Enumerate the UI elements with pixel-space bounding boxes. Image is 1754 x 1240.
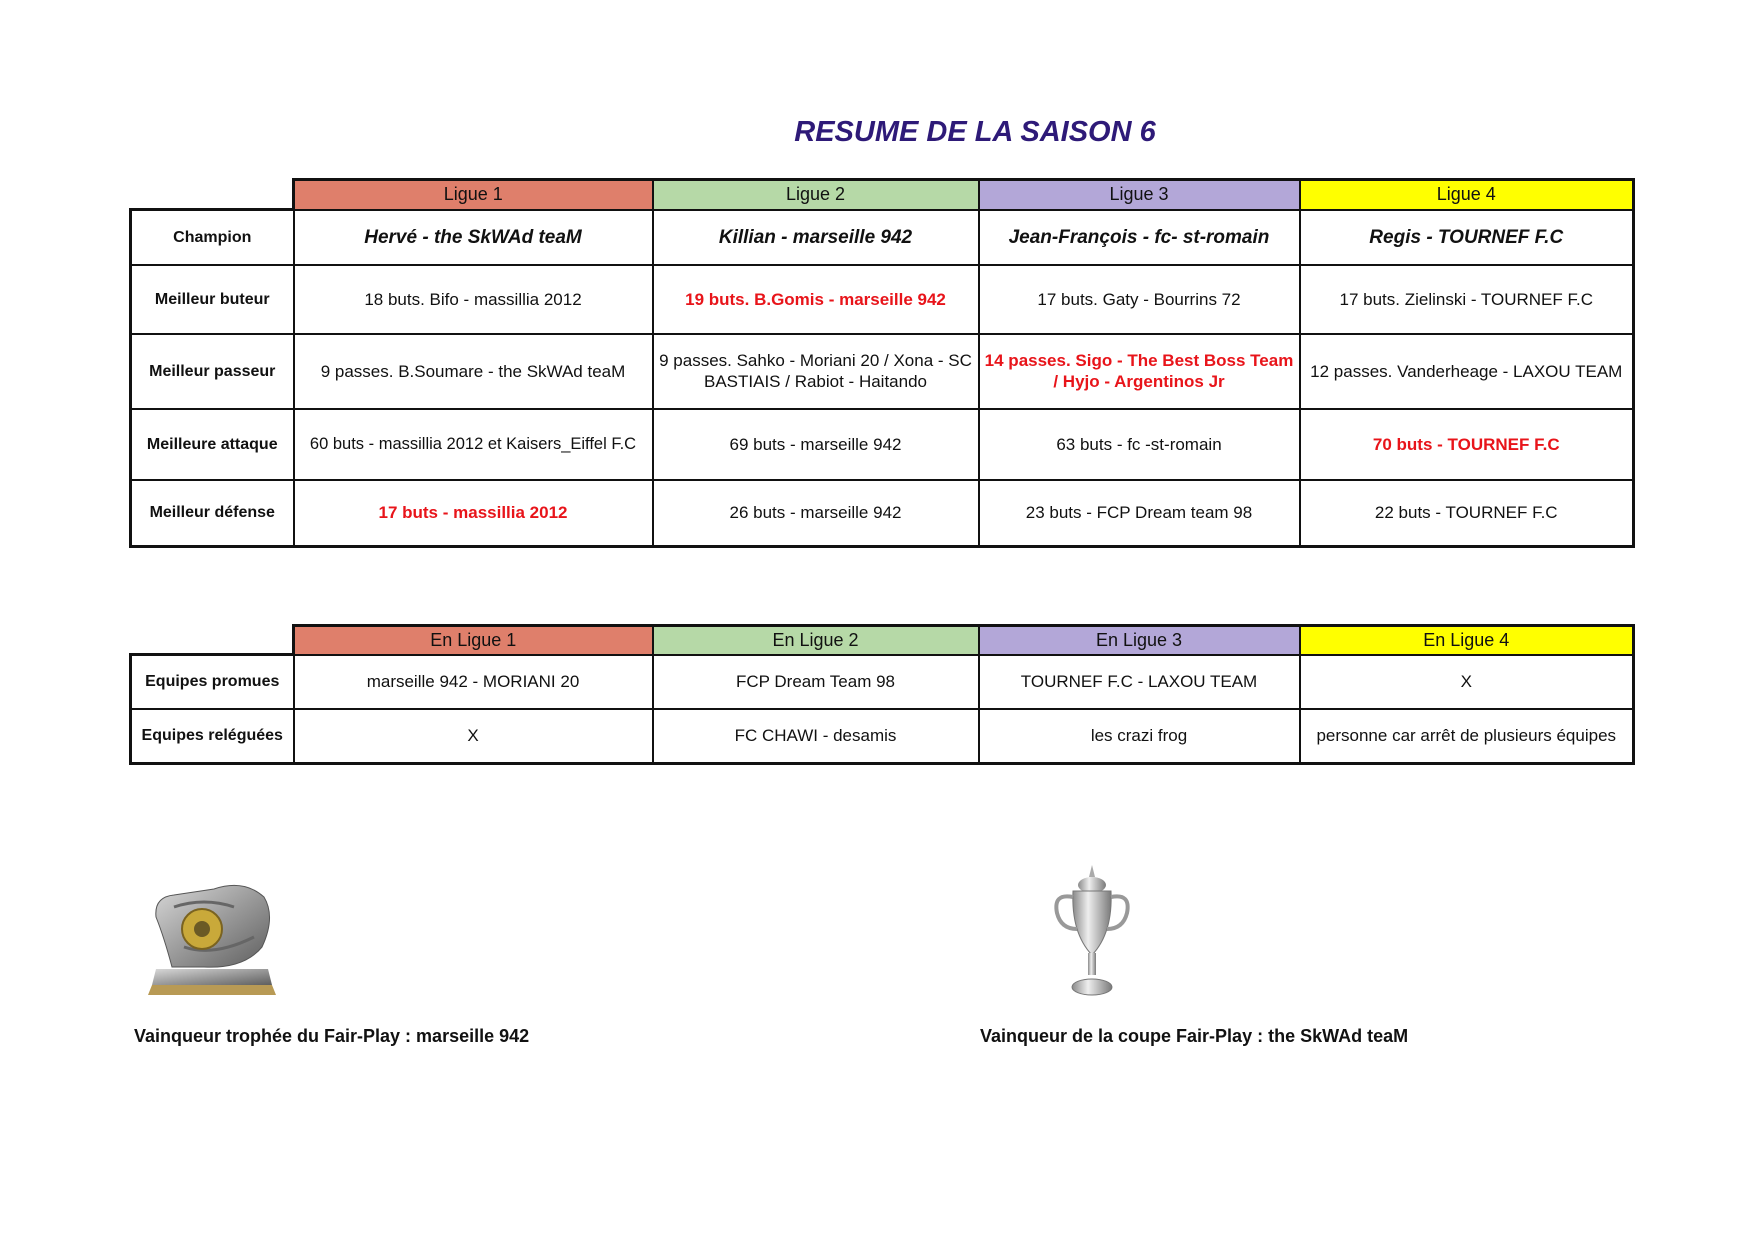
cell: 22 buts - TOURNEF F.C: [1300, 480, 1634, 547]
cell: 17 buts. Gaty - Bourrins 72: [979, 265, 1300, 334]
fair-play-trophy-image: [144, 877, 280, 999]
cell: Regis - TOURNEF F.C: [1300, 210, 1634, 265]
table-row-meilleur-buteur: [131, 265, 1634, 334]
header-en-ligue-3: En Ligue 3: [979, 626, 1300, 655]
empty-corner: [131, 626, 294, 655]
cell: les crazi frog: [979, 709, 1300, 764]
cell: 9 passes. B.Soumare - the SkWAd teaM: [294, 334, 653, 409]
header-ligue-4: Ligue 4: [1300, 180, 1634, 210]
table-row-equipes-promues: [131, 655, 1634, 709]
row-label: Meilleur défense: [131, 480, 294, 547]
cell: 70 buts - TOURNEF F.C: [1300, 409, 1634, 480]
cell: FCP Dream Team 98: [653, 655, 979, 709]
cell: 18 buts. Bifo - massillia 2012: [294, 265, 653, 334]
header-en-ligue-1: En Ligue 1: [294, 626, 653, 655]
header-ligue-2: Ligue 2: [653, 180, 979, 210]
fair-play-cup-image: [1051, 863, 1133, 1000]
cell: Jean-François - fc- st-romain: [979, 210, 1300, 265]
table-row-meilleure-attaque: [131, 409, 1634, 480]
row-label: Meilleur passeur: [131, 334, 294, 409]
empty-corner: [131, 180, 294, 210]
fair-play-trophy-caption: Vainqueur trophée du Fair-Play : marseille 942: [134, 1026, 530, 1046]
cell: X: [294, 709, 653, 764]
row-label: Meilleur buteur: [131, 265, 294, 334]
cell: TOURNEF F.C - LAXOU TEAM: [979, 655, 1300, 709]
cell: 60 buts - massillia 2012 et Kaisers_Eiffel F.C: [294, 409, 653, 480]
cell: FC CHAWI - desamis: [653, 709, 979, 764]
cell: 14 passes. Sigo - The Best Boss Team / Hyjo - Argentinos Jr: [979, 334, 1300, 409]
season-summary-table: [129, 178, 1635, 548]
row-label: Equipes reléguées: [131, 709, 294, 764]
cell: 19 buts. B.Gomis - marseille 942: [653, 265, 979, 334]
cell: X: [1300, 655, 1634, 709]
header-en-ligue-4: En Ligue 4: [1300, 626, 1634, 655]
table-row-equipes-releguees: [131, 709, 1634, 764]
cell: 23 buts - FCP Dream team 98: [979, 480, 1300, 547]
header-ligue-3: Ligue 3: [979, 180, 1300, 210]
row-label: Equipes promues: [131, 655, 294, 709]
promotion-relegation-table: [129, 624, 1635, 765]
header-en-ligue-2: En Ligue 2: [653, 626, 979, 655]
cell: 63 buts - fc -st-romain: [979, 409, 1300, 480]
fair-play-cup-caption: Vainqueur de la coupe Fair-Play : the SkWAd teaM: [980, 1026, 1409, 1046]
page-title: RESUME DE LA SAISON 6: [794, 116, 1156, 148]
cell: 17 buts. Zielinski - TOURNEF F.C: [1300, 265, 1634, 334]
table-row-meilleur-passeur: [131, 334, 1634, 409]
cell: 69 buts - marseille 942: [653, 409, 979, 480]
cell: Hervé - the SkWAd teaM: [294, 210, 653, 265]
row-label: Champion: [131, 210, 294, 265]
cell: 26 buts - marseille 942: [653, 480, 979, 547]
cell: 12 passes. Vanderheage - LAXOU TEAM: [1300, 334, 1634, 409]
header-ligue-1: Ligue 1: [294, 180, 653, 210]
cell: 9 passes. Sahko - Moriani 20 / Xona - SC BASTIAIS / Rabiot - Haitando: [653, 334, 979, 409]
cell: marseille 942 - MORIANI 20: [294, 655, 653, 709]
row-label: Meilleure attaque: [131, 409, 294, 480]
cell: Killian - marseille 942: [653, 210, 979, 265]
table-row-champion: [131, 210, 1634, 265]
table-row-meilleur-defense: [131, 480, 1634, 547]
cell: personne car arrêt de plusieurs équipes: [1300, 709, 1634, 764]
cell: 17 buts - massillia 2012: [294, 480, 653, 547]
